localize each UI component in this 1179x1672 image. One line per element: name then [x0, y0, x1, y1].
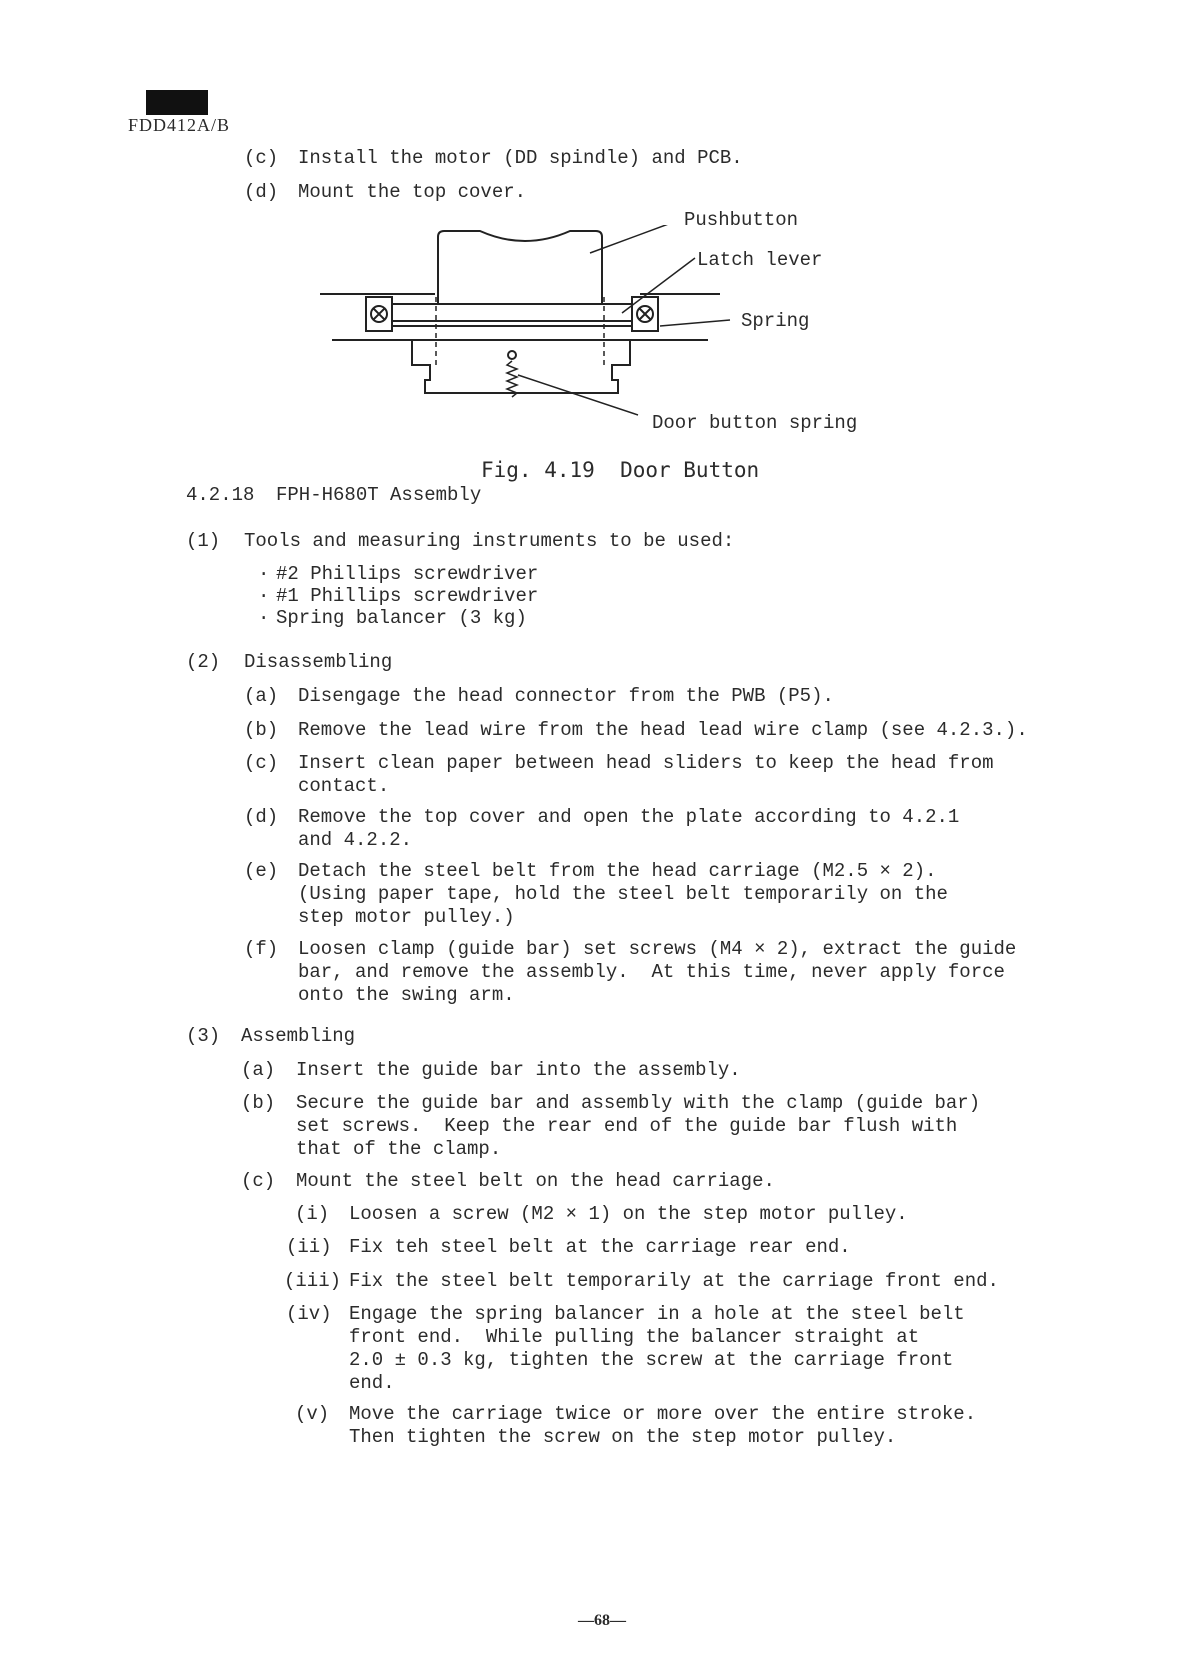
- model-number: FDD412A/B: [128, 115, 231, 135]
- step-label: (c): [241, 1170, 276, 1192]
- bullet: ·: [258, 607, 270, 629]
- substep-text: Loosen a screw (M2 × 1) on the step motor pulley.: [349, 1203, 908, 1225]
- tool-item: #1 Phillips screwdriver: [276, 585, 539, 607]
- step-label: (c): [244, 147, 279, 169]
- figure-label-spring: Spring: [741, 310, 810, 332]
- step-text: Mount the steel belt on the head carriage.: [296, 1170, 775, 1192]
- section-title: FPH-H680T Assembly: [276, 484, 482, 506]
- figure-caption: Fig. 4.19 Door Button: [481, 458, 760, 482]
- substep-label: (v): [295, 1403, 330, 1425]
- page-number: —68—: [578, 1612, 626, 1629]
- step-text: Remove the top cover and open the plate according to 4.2.1 and 4.2.2.: [298, 806, 960, 851]
- assembling-heading: Assembling: [241, 1025, 356, 1047]
- item-label: (2): [186, 651, 221, 673]
- step-label: (f): [244, 938, 279, 960]
- item-label: (3): [186, 1025, 221, 1047]
- step-text: Insert clean paper between head sliders to keep the head from contact.: [298, 752, 994, 797]
- step-label: (d): [244, 181, 279, 203]
- bullet: ·: [258, 563, 270, 585]
- door-button-figure: [320, 209, 920, 470]
- tools-heading: Tools and measuring instruments to be used:: [244, 530, 735, 552]
- tool-item: Spring balancer (3 kg): [276, 607, 527, 629]
- step-label: (d): [244, 806, 279, 828]
- step-label: (b): [244, 719, 279, 741]
- substep-label: (iv): [286, 1303, 332, 1325]
- bullet: ·: [258, 585, 270, 607]
- section-number: 4.2.18: [186, 484, 255, 506]
- step-text: Mount the top cover.: [298, 181, 527, 203]
- item-label: (1): [186, 530, 221, 552]
- step-text: Secure the guide bar and assembly with the clamp (guide bar) set screws. Keep the rear end of the guide bar flush with that of the clamp.: [296, 1092, 981, 1160]
- figure-label-pushbutton: Pushbutton: [684, 209, 799, 231]
- step-text: Remove the lead wire from the head lead wire clamp (see 4.2.3.).: [298, 719, 1028, 741]
- substep-text: Fix the steel belt temporarily at the carriage front end.: [349, 1270, 999, 1292]
- substep-label: (ii): [286, 1236, 332, 1258]
- substep-label: (i): [295, 1203, 330, 1225]
- redaction-block: [146, 90, 208, 115]
- substep-label: (iii): [284, 1270, 342, 1292]
- step-text: Detach the steel belt from the head carriage (M2.5 × 2). (Using paper tape, hold the steel belt temporarily on the step motor pulley.): [298, 860, 948, 928]
- substep-text: Move the carriage twice or more over the entire stroke. Then tighten the screw on the step motor pulley.: [349, 1403, 977, 1448]
- tool-item: #2 Phillips screwdriver: [276, 563, 539, 585]
- step-text: Disengage the head connector from the PWB (P5).: [298, 685, 834, 707]
- step-text: Insert the guide bar into the assembly.: [296, 1059, 741, 1081]
- step-label: (c): [244, 752, 279, 774]
- figure-label-door-button-spring: Door button spring: [652, 412, 858, 434]
- step-label: (e): [244, 860, 279, 882]
- step-label: (a): [244, 685, 279, 707]
- substep-text: Engage the spring balancer in a hole at the steel belt front end. While pulling the balancer straight at 2.0 ± 0.3 kg, tighten the screw at the carriage front end.: [349, 1303, 965, 1394]
- substep-text: Fix teh steel belt at the carriage rear end.: [349, 1236, 851, 1258]
- step-text: Install the motor (DD spindle) and PCB.: [298, 147, 743, 169]
- disassembling-heading: Disassembling: [244, 651, 393, 673]
- step-text: Loosen clamp (guide bar) set screws (M4 × 2), extract the guide bar, and remove the assembly. At this time, never apply force onto the swing arm.: [298, 938, 1017, 1006]
- step-label: (b): [241, 1092, 276, 1114]
- figure-label-latch-lever: Latch lever: [697, 249, 823, 271]
- step-label: (a): [241, 1059, 276, 1081]
